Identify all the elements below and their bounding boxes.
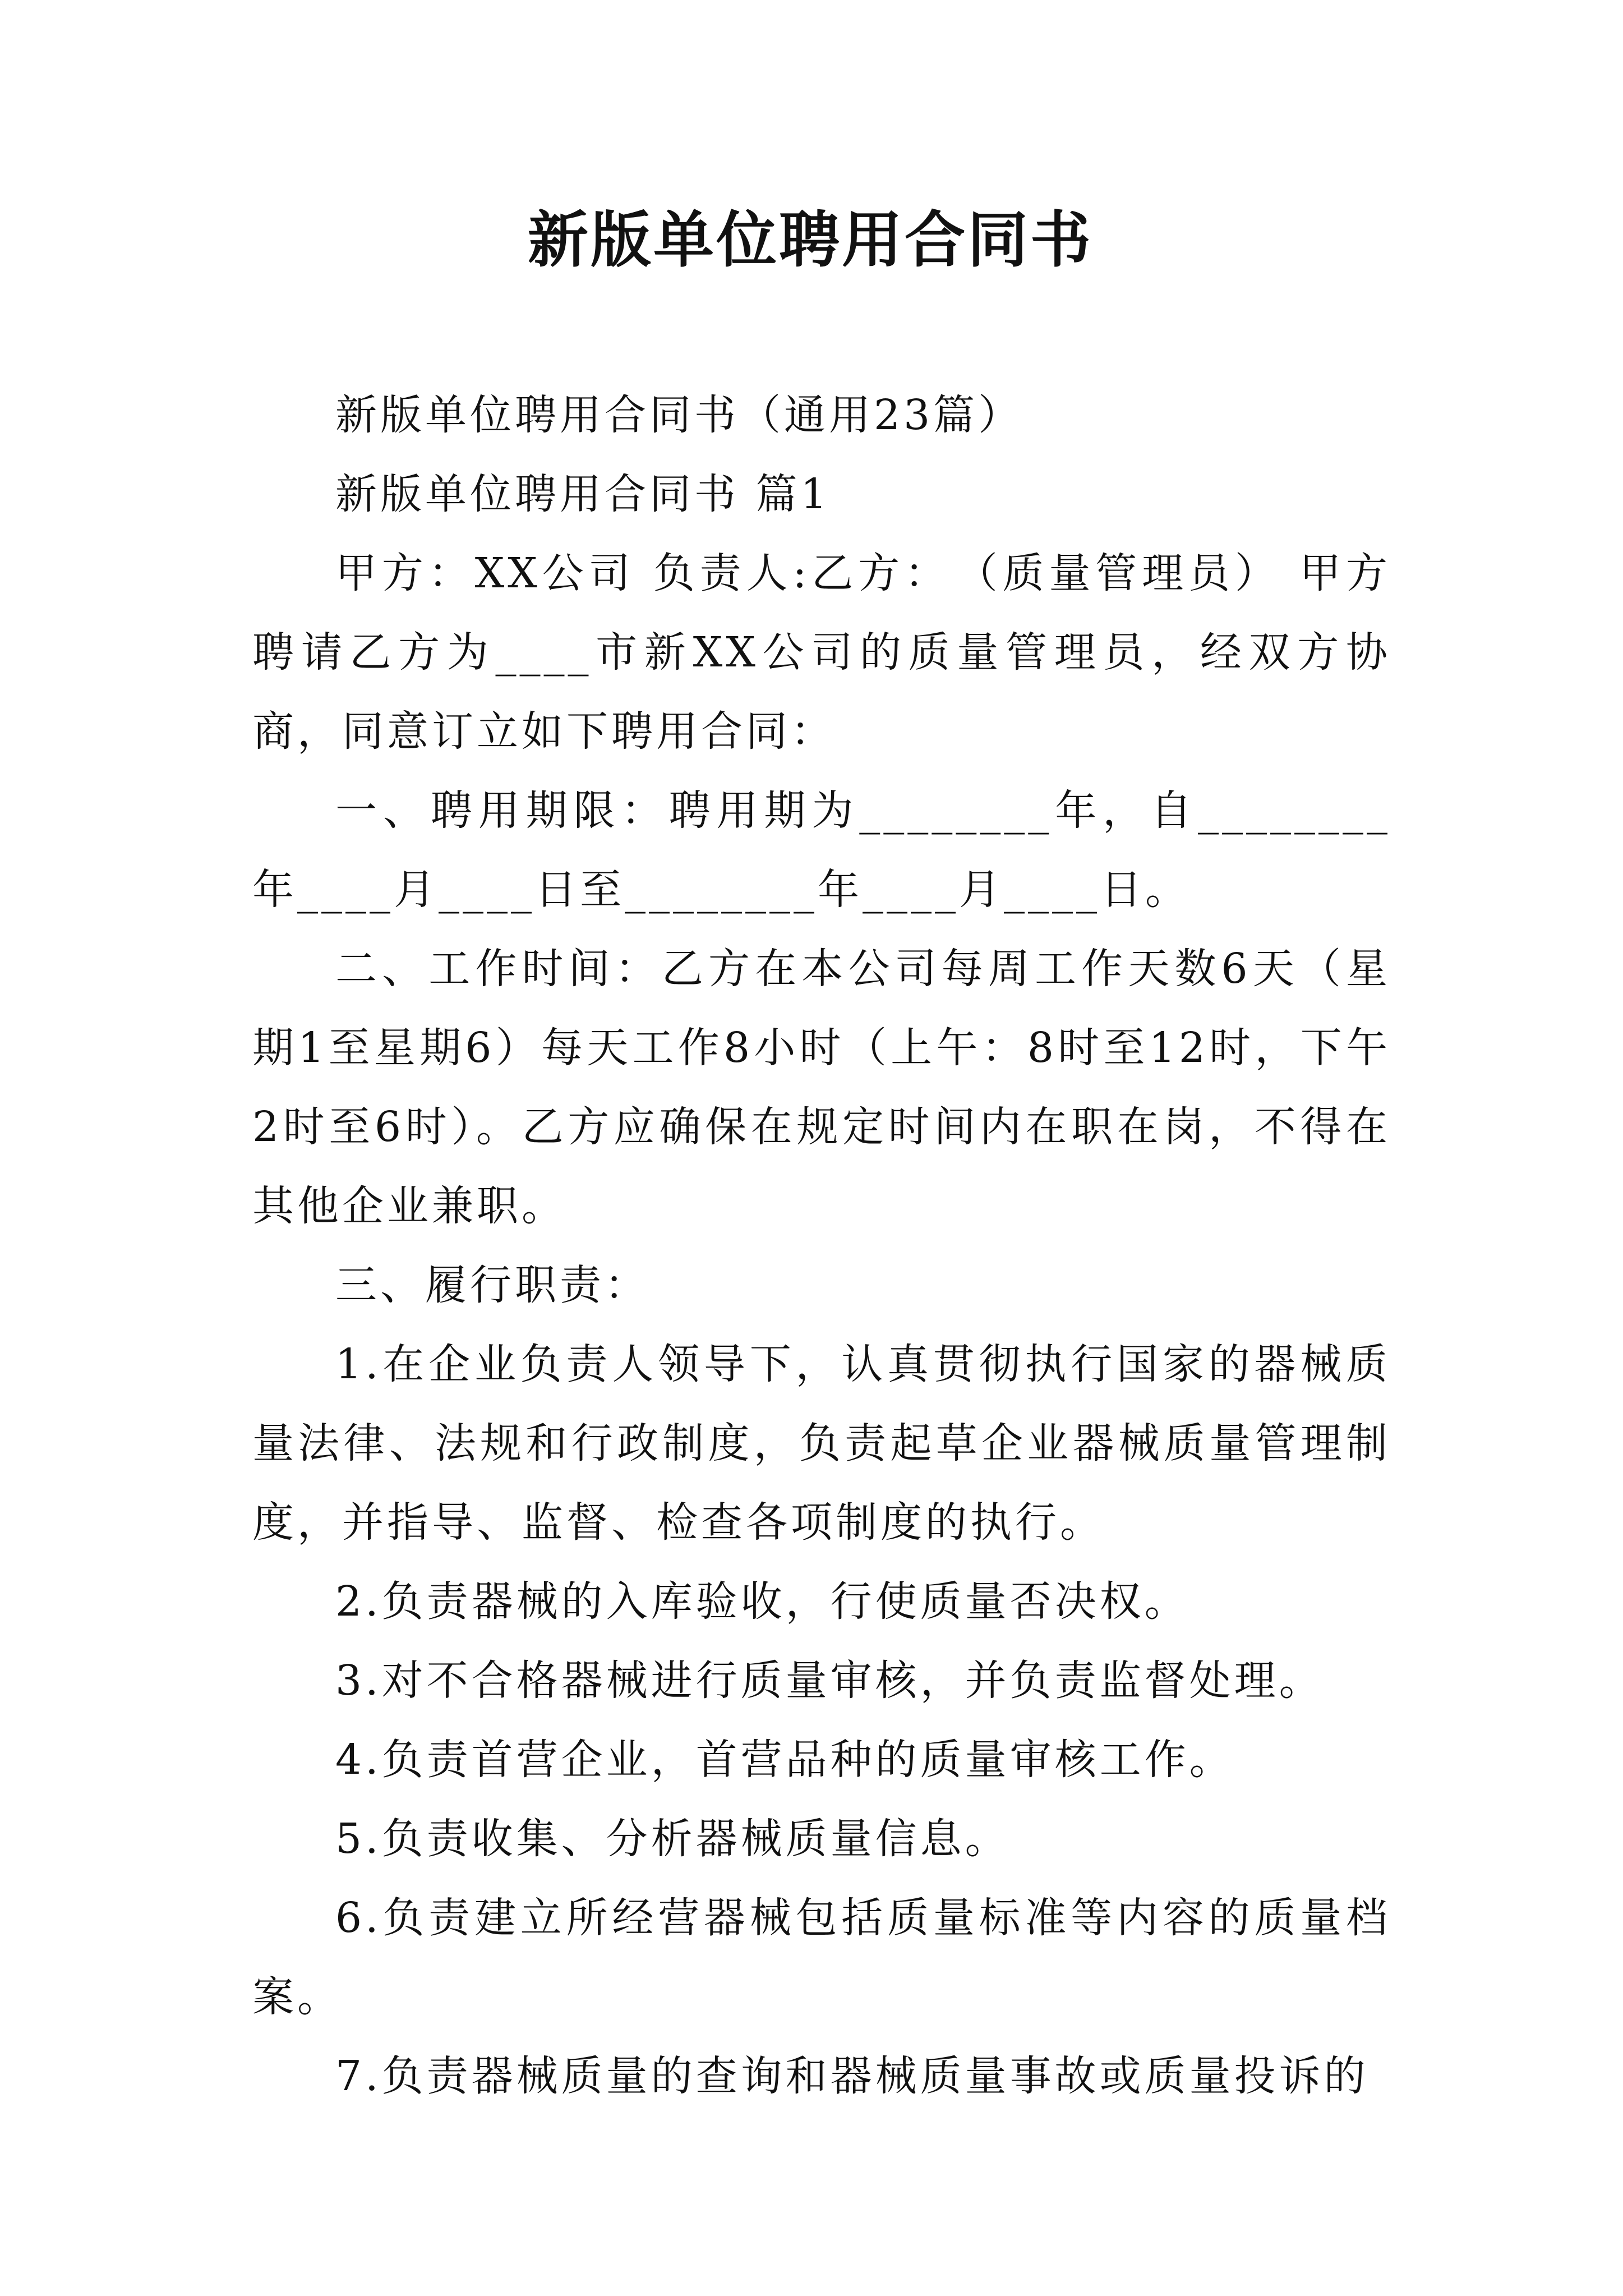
paragraph-duty-6: 6.负责建立所经营器械包括质量标准等内容的质量档案。 bbox=[252, 1894, 1391, 2021]
document-page bbox=[252, 0, 1391, 2296]
document-title: 新版单位聘用合同书 bbox=[527, 205, 1093, 275]
document-body bbox=[252, 376, 1391, 2116]
paragraph-duty-5: 5.负责收集、分析器械质量信息。 bbox=[335, 1815, 1010, 1863]
paragraph-duty-3: 3.对不合格器械进行质量审核，并负责监督处理。 bbox=[335, 1657, 1324, 1705]
paragraph-duty-4: 4.负责首营企业，首营品种的质量审核工作。 bbox=[335, 1736, 1234, 1784]
paragraph-term: 一、聘用期限：聘用期为________年，自________年____月____日至________年____月____日。 bbox=[252, 786, 1391, 914]
paragraph-duty-7: 7.负责器械质量的查询和器械质量事故或质量投诉的 bbox=[335, 2052, 1369, 2100]
paragraph-section-heading: 新版单位聘用合同书 篇1 bbox=[335, 470, 831, 518]
paragraph-duty-2: 2.负责器械的入库验收，行使质量否决权。 bbox=[335, 1577, 1189, 1626]
paragraph-duties-heading: 三、履行职责： bbox=[335, 1261, 649, 1309]
paragraph-parties: 甲方：XX公司 负责人:乙方： （质量管理员） 甲方聘请乙方为____市新XX公司的质量管理员，经双方协商，同意订立如下聘用合同： bbox=[252, 549, 1391, 756]
paragraph-subtitle: 新版单位聘用合同书（通用23篇） bbox=[335, 391, 1023, 439]
paragraph-duty-1: 1.在企业负责人领导下，认真贯彻执行国家的器械质量法律、法规和行政制度，负责起草企业器械质量管理制度，并指导、监督、检查各项制度的执行。 bbox=[252, 1340, 1391, 1547]
paragraph-work-hours: 二、工作时间：乙方在本公司每周工作天数6天（星期1至星期6）每天工作8小时（上午：8时至12时，下午2时至6时）。乙方应确保在规定时间内在职在岗，不得在其他企业兼职。 bbox=[252, 945, 1391, 1230]
